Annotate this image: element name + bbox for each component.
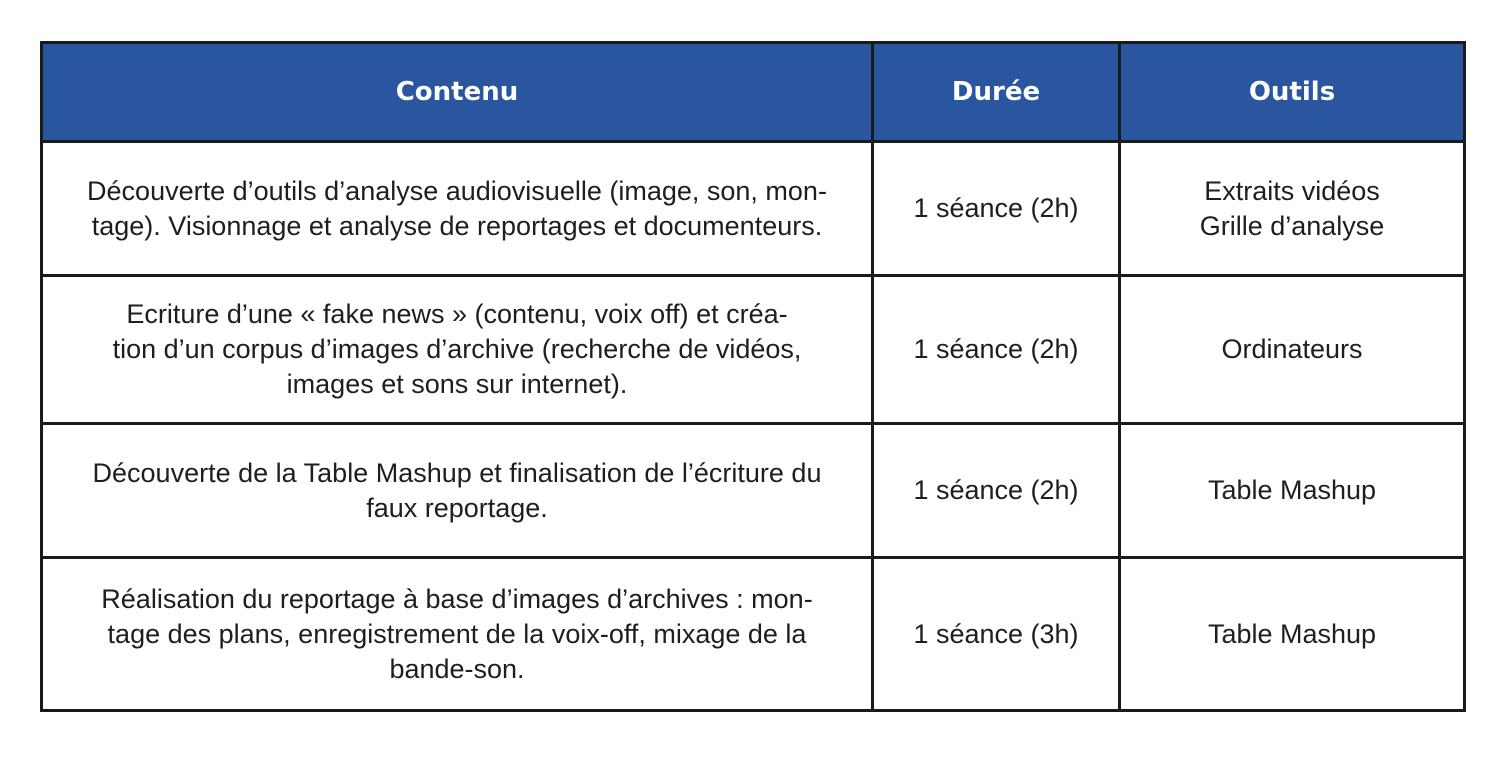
header-duree: Durée [873,43,1120,142]
cell-duree: 1 séance (2h) [873,424,1120,558]
header-outils: Outils [1120,43,1465,142]
cell-text-line: Découverte d’outils d’analyse audiovisuelle (image, son, mon- [87,175,827,206]
cell-text-line: Ecriture d’une « fake news » (contenu, voix off) et créa- [126,299,788,329]
cell-text-line: Table Mashup [1207,475,1377,505]
cell-text-line: tage des plans, enregistrement de la voix-off, mixage de la [107,618,807,649]
cell-outils [1120,142,1465,276]
cell-text-line: Grille d’analyse [1199,210,1385,241]
cell-text-line: faux reportage. [366,492,548,523]
cell-duree: 1 séance (3h) [873,558,1120,711]
table-row [42,424,1465,558]
cell-duree: 1 séance (2h) [873,276,1120,424]
cell-text-line: Table Mashup [1207,618,1377,649]
cell-outils [1120,558,1465,711]
table-row [42,558,1465,711]
table-row [42,142,1465,276]
cell-text-line: bande-son. [389,653,525,684]
cell-contenu [42,276,873,424]
cell-text-line: Réalisation du reportage à base d’images d’archives : mon- [101,583,813,614]
cell-text-line: Découverte de la Table Mashup et finalisation de l’écriture du [92,457,822,488]
table-header-row [42,43,1465,142]
cell-text-line: tage). Visionnage et analyse de reportages et documenteurs. [91,210,823,241]
cell-outils [1120,424,1465,558]
cell-duree: 1 séance (2h) [873,142,1120,276]
cell-text-line: images et sons sur internet). [286,369,628,399]
schedule-table [40,41,1466,712]
cell-contenu [42,142,873,276]
cell-outils [1120,276,1465,424]
cell-text-line: tion d’un corpus d’images d’archive (recherche de vidéos, [112,334,802,364]
table-row [42,276,1465,424]
cell-text-line: Extraits vidéos [1204,175,1380,206]
cell-text-line: Ordinateurs [1221,334,1363,364]
header-contenu: Contenu [42,43,873,142]
cell-contenu [42,558,873,711]
cell-contenu [42,424,873,558]
